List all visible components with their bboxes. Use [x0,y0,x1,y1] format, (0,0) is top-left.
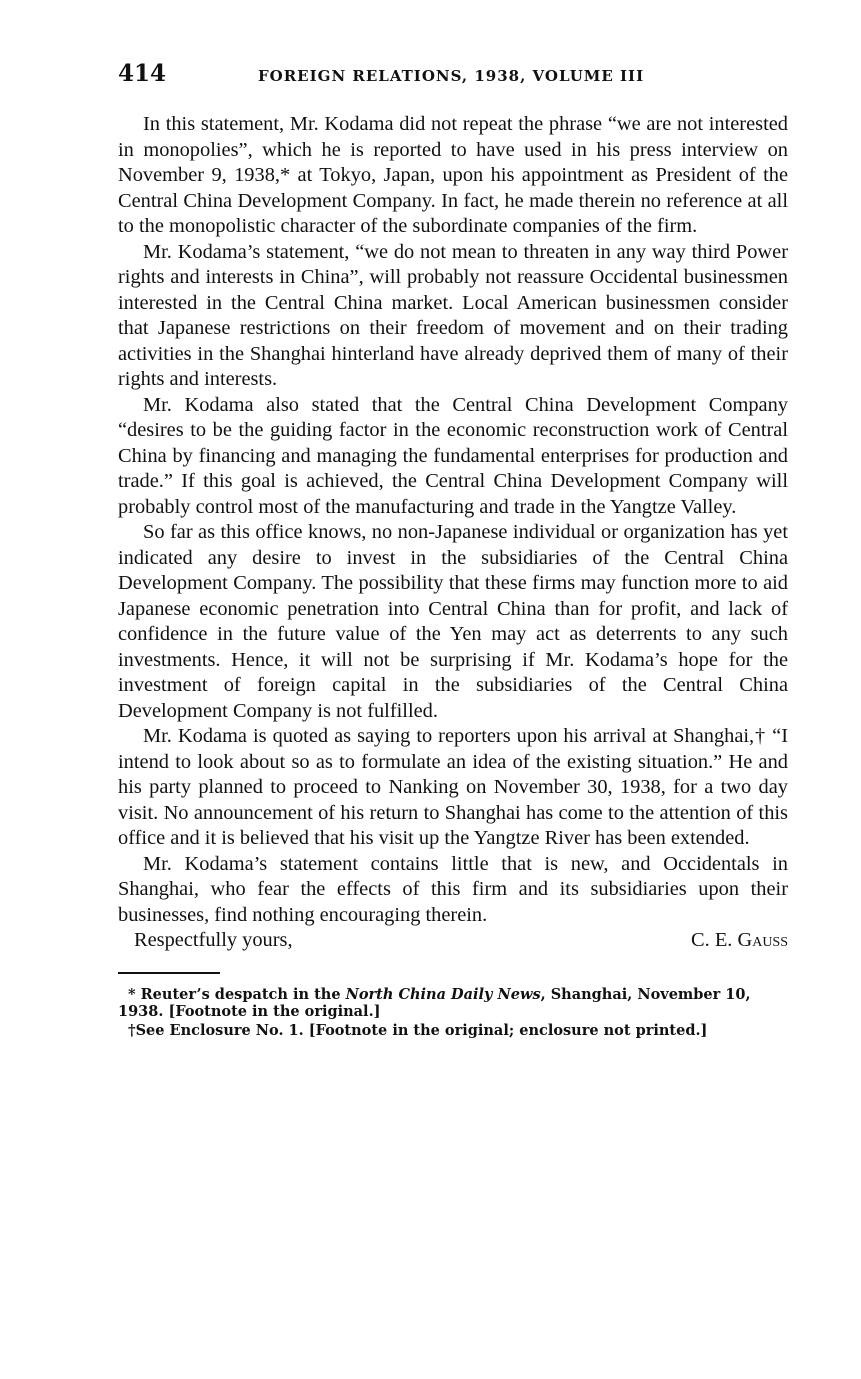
paragraph: Mr. Kodama’s statement contains little that is new, and Occidentals in Shanghai, who fear the effects of this firm and its subsidiaries upon their businesses, find nothing encouraging therein. [118,852,788,926]
valediction: Respectfully yours, [134,929,293,951]
footnote-second: †See Enclosure No. 1. [Footnote in the original; enclosure not printed.] [128,1021,708,1039]
paragraph: In this statement, Mr. Kodama did not repeat the phrase “we are not interested in monopolies”, which he is reported to have used in his press interview on November 9, 1938,* at Tokyo, Japan, upon his appointment as President of the Central China Development Company. In fact, he made therein no reference at all to the monopolistic character of the subordinate companies of the firm. [118,113,788,237]
running-title: FOREIGN RELATIONS, 1938, VOLUME III [258,67,645,85]
page-number: 414 [118,60,167,87]
footnote-rule [118,972,220,974]
paragraph: Mr. Kodama also stated that the Central China Development Company “desires to be the guiding factor in the economic reconstruction work of Central China by financing and managing the fundamental enterprises for production and trade.” If this goal is achieved, the Central China Development Company will probably control most of the manufacturing and trade in the Yangtze Valley. [118,393,788,518]
footnote-first-prefix: * Reuter’s despatch in the [128,985,346,1003]
footnote-first-publication: North China Daily News [345,985,541,1003]
paragraph: Mr. Kodama’s statement, “we do not mean to threaten in any way third Power rights and interests in China”, will probably not reassure Occidental businessmen interested in the Central China market. Local American businessmen consider that Japanese restrictions on their freedom of movement and on their trading activities in the Shanghai hinterland have already deprived them of many of their rights and interests. [118,240,788,390]
closing [118,928,788,954]
footnote-first [118,986,788,1020]
document-page [118,60,788,1041]
running-head [118,60,788,104]
letter-body [118,112,788,954]
signature: C. E. Gauss [691,929,788,951]
footnotes [118,986,788,1039]
paragraph: Mr. Kodama is quoted as saying to reporters upon his arrival at Shanghai,† “I intend to look about so as to formulate an idea of the existing situation.” He and his party planned to proceed to Nanking on November 30, 1938, for a two day visit. No announcement of his return to Shanghai has come to the attention of this office and it is believed that his visit up the Yangtze River has been extended. [118,725,788,849]
footnote-first-suffix: , Shanghai, November 10, 1938. [Footnote in the original.] [118,985,751,1020]
paragraph: So far as this office knows, no non-Japanese individual or organization has yet indicated any desire to invest in the subsidiaries of the Central China Development Company. The possibility that these firms may function more to aid Japanese economic penetration into Central China than for profit, and lack of confidence in the future value of the Yen may act as deterrents to any such investments. Hence, it will not be surprising if Mr. Kodama’s hope for the investment of foreign capital in the subsidiaries of the Central China Development Company is not fulfilled. [118,521,788,722]
